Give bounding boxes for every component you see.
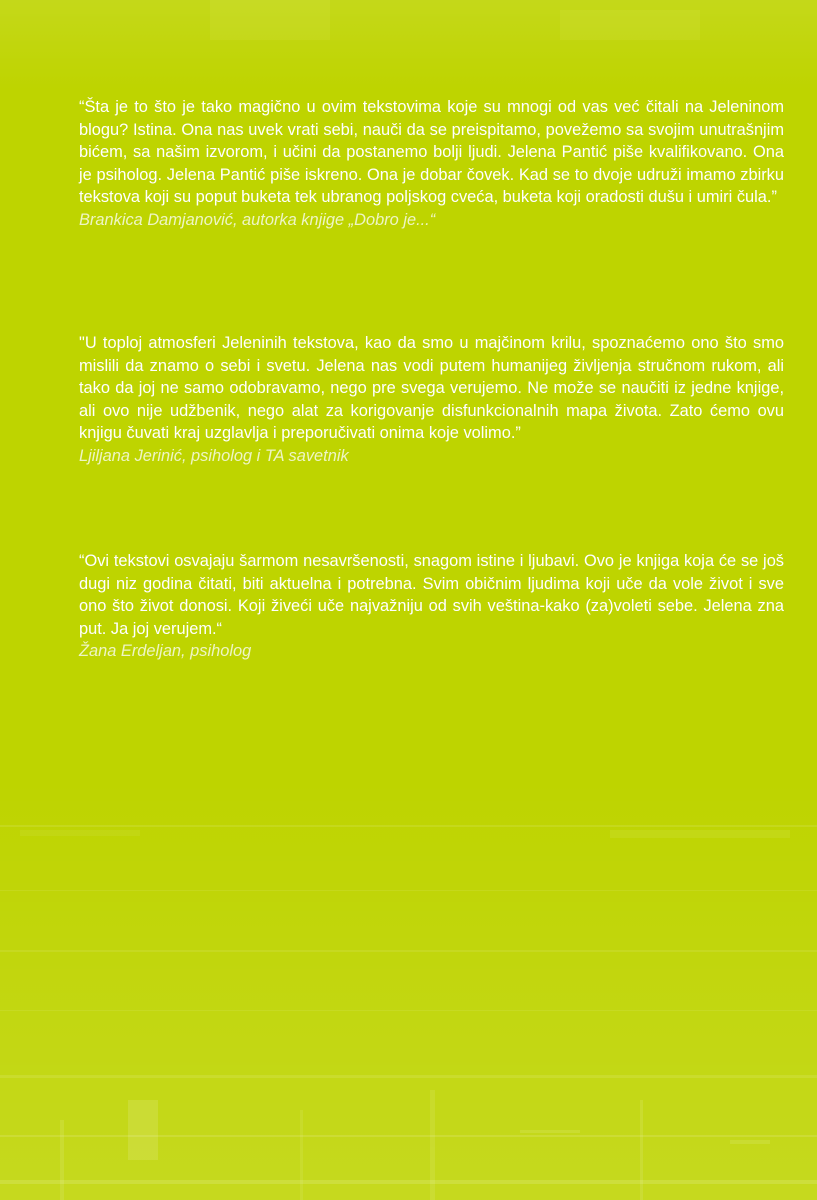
review-text: "U toploj atmosferi Jeleninih tekstova, kao da smo u majčinom krilu, spoznaćemo ono što smo mislili da znamo o sebi i svetu. Jelena nas vodi putem humanijeg življenja stručnom rukom, ali tako da joj ne samo odobravamo, nego pre svega verujemo. Ne može se naučiti iz jedne knjige, ali ovo nije udžbenik, nego alat za korigovanje disfunkcionalnih mapa života. Zato ćemo ovu knjigu čuvati kraj uzglavlja i preporučivati onima koje volimo.”	[79, 334, 784, 443]
review-1	[79, 96, 784, 232]
review-text: “Ovi tekstovi osvajaju šarmom nesavršenosti, snagom istine i ljubavi. Ovo je knjiga koja će se još dugi niz godina čitati, biti aktuelna i potrebna. Svim običnim ljudima koji uče da vole život i sve ono što život donosi. Koji živeći uče najvažniju od svih veština-kako (za)voleti sebe. Jelena zna put. Ja joj verujem.“	[79, 552, 784, 638]
review-author: Žana Erdeljan, psiholog	[79, 642, 252, 661]
review-author: Ljiljana Jerinić, psiholog i TA savetnik	[79, 446, 349, 465]
review-text: “Šta je to što je tako magično u ovim tekstovima koje su mnogi od vas već čitali na Jeleninom blogu? Istina. Ona nas uvek vrati sebi, nauči da se preispitamo, povežemo sa svojim unutrašnjim bićem, sa našim izvorom, i učini da postanemo bolji ljudi. Jelena Pantić piše kvalifikovano. Ona je psiholog. Jelena Pantić piše iskreno. Ona je dobar čovek. Kad se to dvoje udruži imamo zbirku tekstova koji su poput buketa tek ubranog poljskog cveća, buketa koji oradosti dušu i umiri čula.”	[79, 98, 784, 207]
review-author: Brankica Damjanović, autorka knjige „Dobro je...“	[79, 210, 436, 229]
review-3	[79, 550, 784, 663]
review-2	[79, 332, 784, 468]
